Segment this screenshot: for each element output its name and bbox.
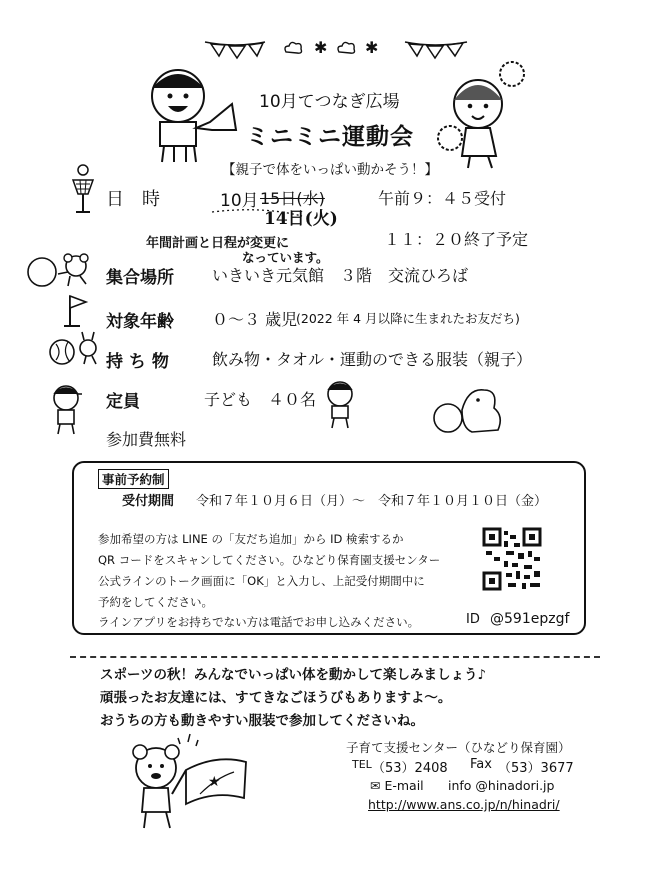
instruction-line: 参加希望の方は LINE の「友だち追加」から ID 検索するか: [98, 532, 404, 546]
flag-icon: [62, 294, 90, 328]
line-id-value: @591epzgf: [490, 611, 570, 627]
line-id-label: ID: [466, 612, 480, 627]
instruction-line: 公式ラインのトーク画面に「OK」と入力し、上記受付期間中に: [98, 574, 425, 588]
fax-label: Fax: [470, 757, 492, 772]
items-label: 持 ち 物: [106, 352, 169, 372]
handwritten-note-line1: 年間計画と日程が変更に: [146, 236, 290, 251]
age-label: 対象年齢: [106, 312, 174, 332]
cloud-icon: [336, 40, 356, 56]
svg-text:★: ★: [208, 774, 221, 790]
items-value: 飲み物・タオル・運動のできる服装（親子）: [212, 350, 533, 369]
child-cap-icon: [48, 382, 84, 436]
period-value: 令和７年１０月６日（月）～ 令和７年１０月１０日（金）: [196, 494, 548, 509]
date-month: 10月: [220, 191, 259, 211]
website-link[interactable]: http://www.ans.co.jp/n/hinadri/: [368, 797, 560, 812]
handwritten-note-line2: なっています。: [242, 250, 329, 265]
message-line: スポーツの秋！みんなでいっぱい体を動かして楽しみましょう♪: [100, 667, 487, 683]
tel-label: TEL: [352, 758, 372, 771]
email-value[interactable]: info @hinadori.jp: [448, 778, 555, 793]
message-line: おうちの方も動きやすい服装で参加してくださいね。: [100, 713, 424, 729]
basket-icon: [68, 164, 98, 216]
event-title: ミニミニ運動会: [246, 124, 414, 150]
ball-rabbit-icon: [48, 332, 104, 366]
age-note: (2022 年 4 月以降に生まれたお友だち): [296, 311, 520, 326]
tel-value: （53）2408: [372, 761, 448, 776]
ball-bear-icon: [24, 252, 104, 288]
period-label: 受付期間: [122, 494, 175, 509]
message-line: 頑張ったお友達には、すてきなごほうびもありますよ～。: [100, 690, 452, 706]
fee-text: 参加費無料: [106, 430, 187, 449]
cheerleader-child-icon: [430, 60, 540, 170]
qr-code-icon[interactable]: [482, 527, 542, 591]
age-value: ０～３ 歳児: [212, 310, 298, 329]
dog-ball-icon: [432, 380, 512, 440]
instruction-line: ラインアプリをお持ちでない方は電話でお申し込みください。: [98, 615, 420, 629]
event-tagline: 【親子で体をいっぱい動かそう！】: [222, 162, 438, 178]
capacity-label: 定員: [106, 392, 140, 412]
time-start: 午前９：４５受付: [378, 189, 507, 208]
star-icon: ✱: [314, 38, 328, 57]
event-subtitle: 10月てつなぎ広場: [259, 92, 400, 112]
cloud-icon: [283, 40, 303, 56]
time-end: １１：２０終了予定: [384, 230, 529, 249]
instruction-line: QR コードをスキャンしてください。ひなどり保育園支援センター: [98, 553, 441, 567]
reservation-heading: 事前予約制: [98, 469, 169, 489]
star-icon: ✱: [365, 38, 379, 57]
contact-org: 子育て支援センター（ひなどり保育園）: [346, 740, 571, 755]
fax-value: （53）3677: [498, 761, 574, 776]
dashed-divider: [70, 656, 600, 658]
bear-flag-icon: [126, 734, 276, 832]
date-label: 日 時: [106, 189, 160, 210]
capacity-value: 子ども ４０名: [204, 390, 317, 409]
date-original-day: 15日(水): [260, 189, 325, 208]
venue-label: 集合場所: [106, 268, 174, 288]
megaphone-child-icon: [140, 58, 245, 166]
child-cap-icon: [322, 378, 358, 430]
email-label: ✉ E-mail: [370, 778, 424, 793]
instruction-line: 予約をしてください。: [98, 595, 213, 609]
date-new-day: 14日(火): [264, 209, 338, 229]
venue-value: いきいき元気館 ３階 交流ひろば: [212, 266, 469, 285]
